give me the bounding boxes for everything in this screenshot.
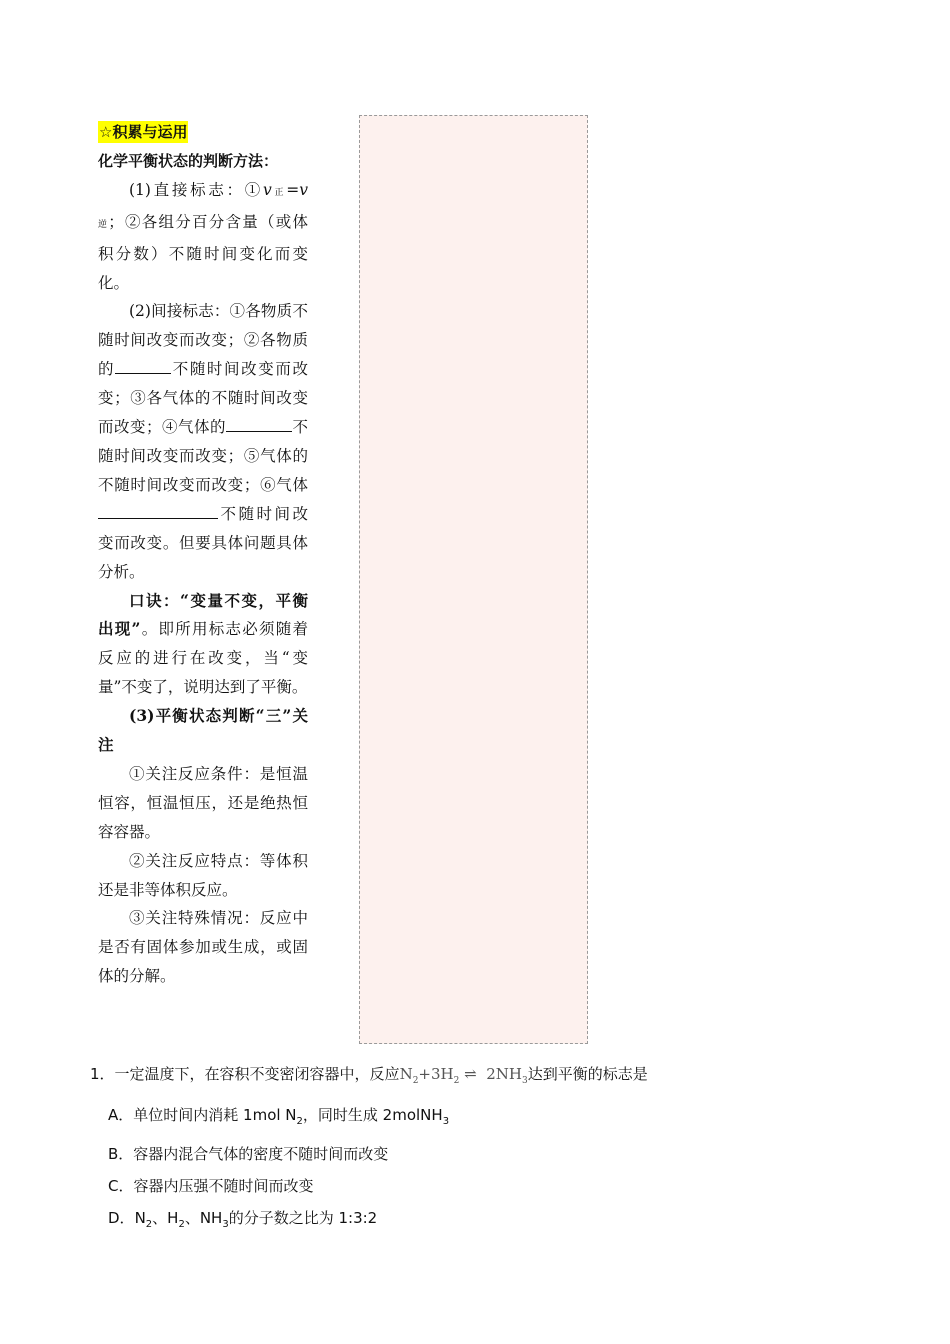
fill-blank[interactable] (115, 355, 171, 374)
paragraph-concern-conditions: ①关注反应条件：是恒温恒容，恒温恒压，还是绝热恒容容器。 (98, 764, 308, 841)
option-b[interactable]: B．容器内混合气体的密度不随时间而改变 (108, 1145, 389, 1163)
paragraph-three-concerns-title: (3)平衡状态判断“三”关注 (98, 706, 308, 755)
option-d[interactable]: D．$N_2$、$H_2$、$NH_3$的分子数之比为 1:3:2 (108, 1209, 378, 1230)
question-1 (90, 1060, 890, 1237)
paragraph-concern-features: ②关注反应特点：等体积还是非等体积反应。 (98, 851, 308, 899)
section-subtitle: 化学平衡状态的判断方法： (98, 151, 279, 170)
fill-blank[interactable] (98, 500, 218, 519)
notes-box (359, 115, 588, 1044)
paragraph-indirect-signs: (2)间接标志：①各物质不随时间改变而改变；②各物质的 不随时间改变而改变；③各气体的不随时间改变而改变；④气体的 不随时间改变而改变；⑤气体的不随时间改变而改变；⑥气体不随时间改变而改变。但要具体问题具体分析。 (98, 302, 308, 581)
reaction-equation: $N_2+3H_2$ ⇌ $2NH_3$ (399, 1065, 528, 1086)
section-heading: ☆积累与运用 (99, 123, 188, 141)
paragraph-mnemonic: 口诀：“变量不变，平衡出现”。即所用标志必须随着反应的进行在改变，当“变量”不变了，说明达到了平衡。 (98, 590, 308, 697)
paragraph-concern-special: ③关注特殊情况：反应中是否有固体参加或生成，或固体的分解。 (98, 909, 308, 986)
option-c[interactable]: C．容器内压强不随时间而改变 (108, 1177, 314, 1195)
equilibrium-arrow-icon: ⇌ (464, 1065, 477, 1083)
option-a[interactable]: A．单位时间内消耗 1mol $N_2$，同时生成 2molNH$_3$ (108, 1106, 450, 1127)
question-stem: 1．一定温度下，在容积不变密闭容器中，反应$N_2+3H_2$ ⇌ $2NH_3$达到平衡的标志是 (90, 1065, 648, 1086)
paragraph-direct-signs: (1)直接标志：①v正=v逆；②各组分百分含量（或体积分数）不随时间变化而变化。 (98, 180, 308, 292)
fill-blank[interactable] (226, 413, 292, 432)
knowledge-sidebar (98, 118, 308, 991)
heading-line (98, 118, 308, 147)
